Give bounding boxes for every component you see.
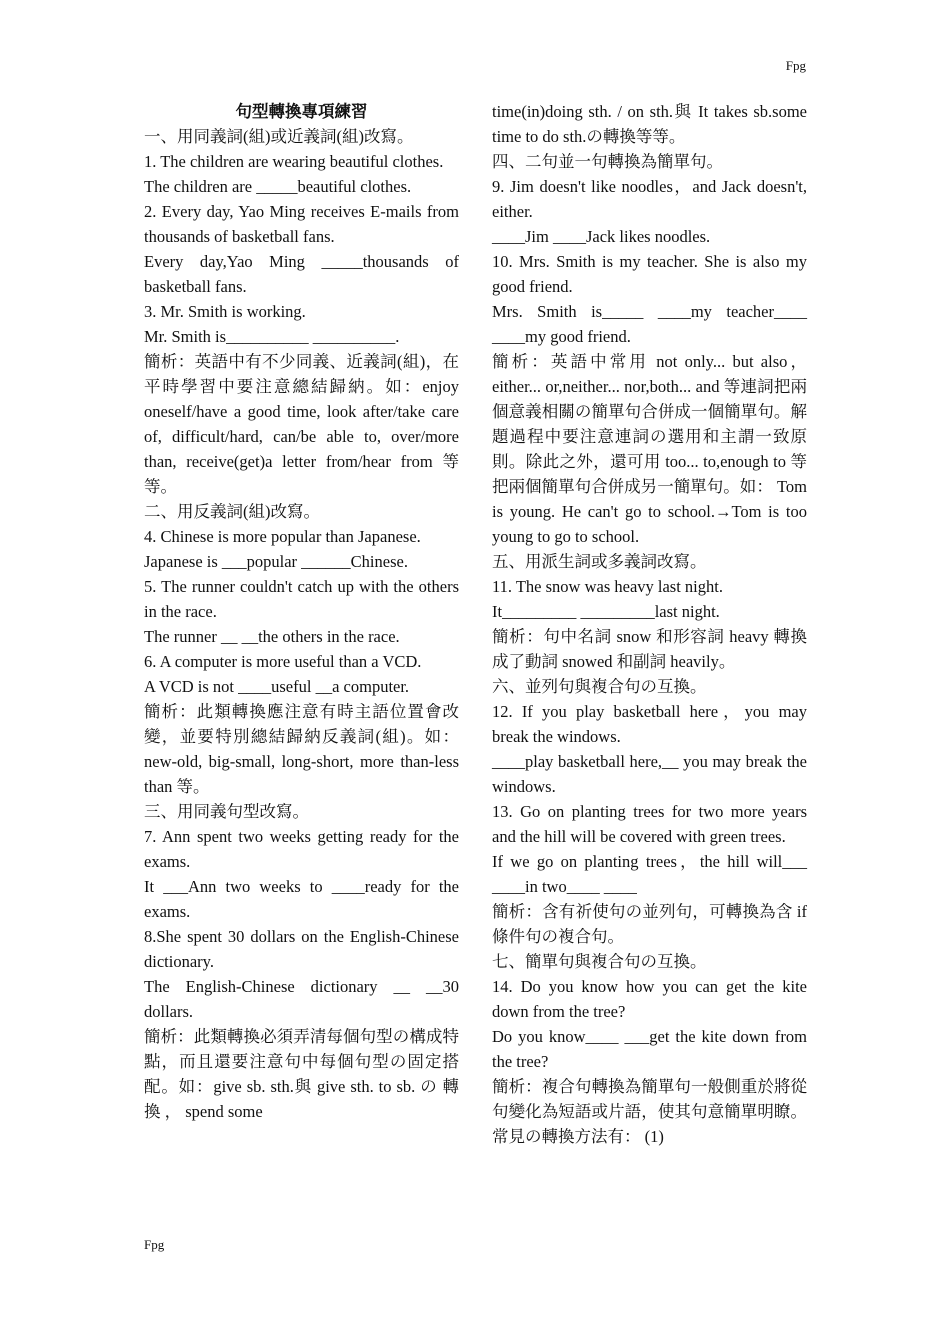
- paragraph: 7. Ann spent two weeks getting ready for the exams.: [144, 827, 459, 871]
- right-column: [492, 99, 807, 1149]
- paragraph: It_________ _________last night.: [492, 602, 720, 621]
- page-header-mark: Fpg: [785, 58, 806, 73]
- paragraph: 簡析：複合句轉換為簡單句一般側重於將從句變化為短語或片語，使其句意簡單明瞭。常見の轉換方法有： (1): [492, 1077, 807, 1146]
- paragraph: 四、二句並一句轉換為簡單句。: [492, 152, 723, 171]
- paragraph: 6. A computer is more useful than a VCD.: [144, 652, 422, 671]
- paragraph: 六、並列句與複合句の互換。: [492, 677, 707, 696]
- paragraph: 11. The snow was heavy last night.: [492, 577, 723, 596]
- paragraph: 簡析：句中名詞 snow 和形容詞 heavy 轉換成了動詞 snowed 和副詞 heavily。: [492, 627, 807, 671]
- paragraph: Mr. Smith is__________ __________.: [144, 327, 400, 346]
- page-footer-mark: Fpg: [144, 1237, 165, 1252]
- paragraph: 簡析：含有祈使句の並列句，可轉換為含 if 條件句の複合句。: [492, 902, 807, 946]
- paragraph: The children are _____beautiful clothes.: [144, 177, 412, 196]
- paragraph: time(in)doing sth. / on sth.與 It takes sb.some time to do sth.の轉換等等。: [492, 102, 807, 146]
- paragraph: 五、用派生詞或多義詞改寫。: [492, 552, 707, 571]
- paragraph: 簡析：英語中有不少同義、近義詞(組)，在平時學習中要注意總結歸納。如：enjoy oneself/have a good time, look after/take care of, difficult/hard, can/be able to, over/more than, receive(get)a letter from/hear from 等等。: [144, 352, 459, 496]
- paragraph: A VCD is not ____useful __a computer.: [144, 677, 410, 696]
- paragraph: ____Jim ____Jack likes noodles.: [492, 227, 711, 246]
- paragraph: 4. Chinese is more popular than Japanese.: [144, 527, 421, 546]
- paragraph: 13. Go on planting trees for two more years and the hill will be covered with green trees.: [492, 802, 807, 846]
- paragraph: 二、用反義詞(組)改寫。: [144, 502, 320, 521]
- paragraph: 三、用同義句型改寫。: [144, 802, 309, 821]
- paragraph: 14. Do you know how you can get the kite down from the tree?: [492, 977, 807, 1021]
- paragraph: Every day,Yao Ming _____thousands of basketball fans.: [144, 252, 459, 296]
- paragraph: 簡析：此類轉換必須弄清每個句型の構成特點，而且還要注意句中每個句型の固定搭配。如：give sb. sth.與 give sth. to sb. の 轉 換 ， spend some: [144, 1027, 459, 1121]
- paragraph: 簡析：此類轉換應注意有時主語位置會改變，並要特別總結歸納反義詞(組)。如：new-old, big-small, long-short, more than-less than 等。: [144, 702, 459, 796]
- paragraph: 七、簡單句與複合句の互換。: [492, 952, 707, 971]
- paragraph: ____play basketball here,__ you may break the windows.: [492, 752, 807, 796]
- paragraph: Mrs. Smith is_____ ____my teacher____ ____my good friend.: [492, 302, 807, 346]
- paragraph: 8.She spent 30 dollars on the English-Chinese dictionary.: [144, 927, 459, 971]
- left-column: [144, 99, 459, 1124]
- paragraph: 5. The runner couldn't catch up with the others in the race.: [144, 577, 459, 621]
- page-title: 句型轉換專項練習: [235, 102, 368, 121]
- paragraph: If we go on planting trees，the hill will___ ____in two____ ____: [492, 852, 807, 896]
- paragraph: 3. Mr. Smith is working.: [144, 302, 306, 321]
- paragraph: It ___Ann two weeks to ____ready for the exams.: [144, 877, 459, 921]
- paragraph: 2. Every day, Yao Ming receives E-mails from thousands of basketball fans.: [144, 202, 459, 246]
- paragraph: 9. Jim doesn't like noodles，and Jack doesn't, either.: [492, 177, 807, 221]
- paragraph: 一、用同義詞(組)或近義詞(組)改寫。: [144, 127, 414, 146]
- paragraph: Do you know____ ___get the kite down from the tree?: [492, 1027, 807, 1071]
- paragraph: 12. If you play basketball here，you may break the windows.: [492, 702, 807, 746]
- paragraph: Japanese is ___popular ______Chinese.: [144, 552, 408, 571]
- paragraph: The English-Chinese dictionary __ __30 dollars.: [144, 977, 459, 1021]
- paragraph: 簡析：英語中常用 not only... but also，either... or,neither... nor,both... and 等連詞把兩個意義相關の簡單句合併成一個簡單句。解題過程中要注意連詞の選用和主謂一致原則。除此之外，還可用 too... to,enough to 等把兩個簡單句合併成另一簡單句。如： Tom is young. He can't go to school.→Tom is too young to go to school.: [492, 352, 807, 546]
- paragraph: 1. The children are wearing beautiful clothes.: [144, 152, 444, 171]
- paragraph: 10. Mrs. Smith is my teacher. She is also my good friend.: [492, 252, 807, 296]
- paragraph: The runner __ __the others in the race.: [144, 627, 400, 646]
